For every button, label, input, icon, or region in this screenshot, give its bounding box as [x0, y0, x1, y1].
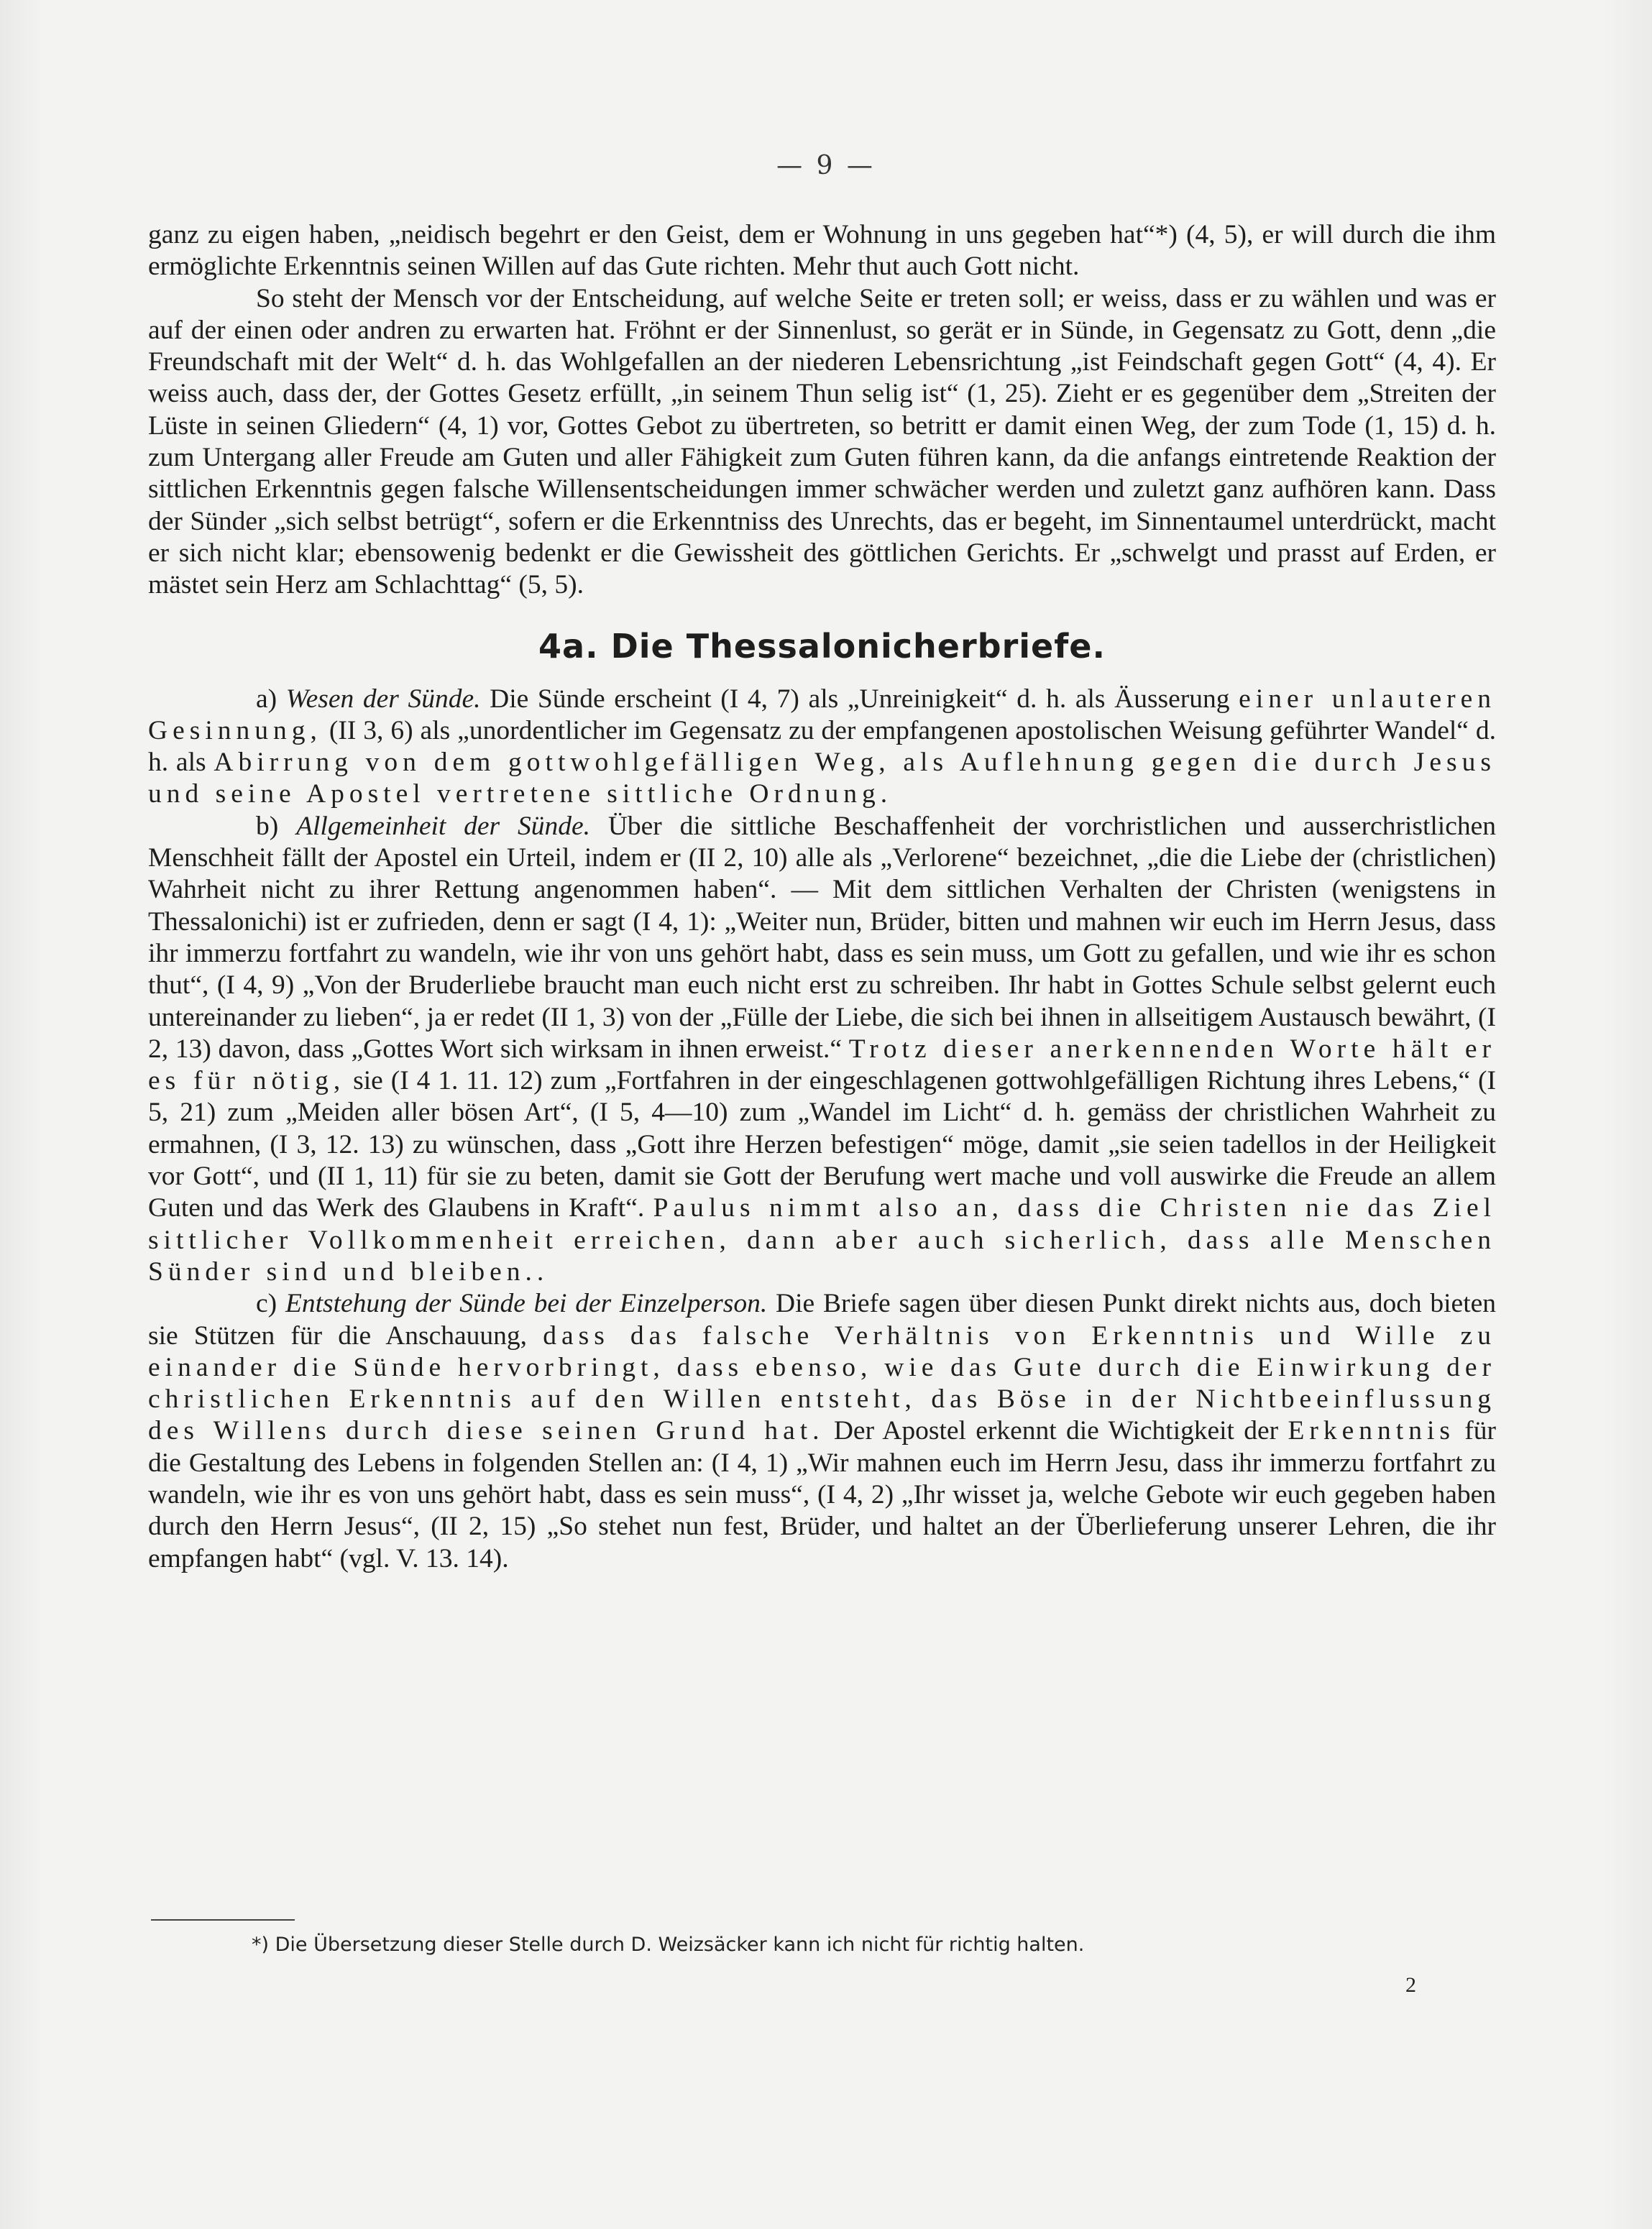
footnote-divider: [151, 1919, 295, 1921]
section-b-text: sie (I 4 1. 11. 12) zum „Fortfahren in der eingeschlagenen gottwohlgefälligen Richtung ihres Lebens,“ (I 5, 21) zum „Meiden aller bösen Art“, (I 5, 4—10) zum „Wandel im Licht“ d. h. gemäss der christlichen Wahrheit zu ermahnen, (I 3, 12. 13) zu wünschen, dass „Gott ihre Herzen befestigen“ möge, damit „sie seien tadellos in der Heiligkeit vor Gott“, und (II 1, 11) für sie zu beten, damit sie Gott der Berufung wert mache und voll auswirke die Freude an allem Guten und das Werk des Glaubens in Kraft“.: [148, 1066, 1496, 1223]
section-a-title: Wesen der Sünde.: [285, 684, 481, 714]
section-a-text: Die Sünde erscheint (I 4, 7) als „Unreinigkeit“ d. h. als Äusserung: [490, 684, 1230, 714]
section-a-spaced: einer unlauteren Gesinnung,: [148, 684, 1497, 745]
paragraph: ganz zu eigen haben, „neidisch begehrt er den Geist, dem er Wohnung in uns gegeben hat“*) (4, 5), er will durch die ihm ermöglichte Erkenntnis seinen Willen auf das Gute richten. Mehr thut auch Gott nicht.: [148, 220, 1496, 282]
section-c-label: c): [256, 1289, 277, 1319]
section-b-label: b): [256, 811, 279, 841]
section-c-spaced: Erkenntnis: [1288, 1416, 1455, 1446]
section-a-label: a): [256, 684, 277, 714]
section-c-text: Die Briefe sagen über diesen Punkt direkt nichts aus, doch bieten sie Stützen für die Anschauung,: [148, 1289, 1497, 1351]
section-b-text: Über die sittliche Beschaffenheit der vorchristlichen und ausserchristlichen Menschheit fällt der Apostel ein Urteil, indem er (II 2, 10) alle als „Verlorene“ bezeichnet, „die die Liebe der (christlichen) Wahrheit nicht zu ihrer Rettung angenommen haben“. — Mit dem sittlichen Verhalten der Christen (wenigstens in Thessalonichi) ist er zufrieden, denn er sagt (I 4, 1): „Weiter nun, Brüder, bitten und mahnen wir euch im Herrn Jesus, dass ihr immerzu fortfahrt zu wandeln, wie ihr von uns gehört habt, dass es sein muss, um Gott zu gefallen, und wie ihr es schon thut“, (I 4, 9) „Von der Bruderliebe braucht man euch nicht erst zu schreiben. Ihr habt in Gottes Schule selbst gelernt euch untereinander zu lieben“, ja er redet (II 1, 3) von der „Fülle der Liebe, die sich bei ihnen in allseitigem Austausch bewährt, (I 2, 13) davon, dass „Gottes Wort sich wirksam in ihnen erweist.“: [148, 811, 1497, 1064]
section-c-text: für die Gestaltung des Lebens in folgenden Stellen an: (I 4, 1) „Wir mahnen euch im Herrn Jesu, dass ihr immerzu fortfahrt zu wandeln, wie ihr es von uns gehört habt, dass es sein muss“, (I 4, 2) „Ihr wisset ja, welche Gebote wir euch gegeben haben durch den Herrn Jesus“, (II 2, 15) „So stehet nun fest, Brüder, und haltet an der Überlieferung unserer Lehren, die ihr empfangen habt“ (vgl. V. 13. 14).: [148, 1416, 1497, 1573]
signature-mark: 2: [1405, 1973, 1416, 1997]
section-c-spaced: dass das falsche Verhältnis von Erkenntnis und Wille zu einander die Sünde hervorbringt, dass ebenso, wie das Gute durch die Einwirkung der christlichen Erkenntnis auf den Willen entsteht, das Böse in der Nichtbeeinflussung des Willens durch diese seinen Grund hat.: [148, 1320, 1497, 1446]
paragraph: So steht der Mensch vor der Entscheidung, auf welche Seite er treten soll; er weiss, dass er zu wählen und was er auf der einen oder andren zu erwarten hat. Fröhnt er der Sinnenlust, so gerät er in Sünde, in Gegensatz zu Gott, denn „die Freundschaft mit der Welt“ d. h. das Wohlgefallen an der niederen Lebensrichtung „ist Feindschaft gegen Gott“ (4, 4). Er weiss auch, dass der, der Gottes Gesetz erfüllt, „in seinem Thun selig ist“ (1, 25). Zieht er es gegenüber dem „Streiten der Lüste in seinen Gliedern“ (4, 1) vor, Gottes Gebot zu übertreten, so betritt er damit einen Weg, der zum Tode (1, 15) d. h. zum Untergang aller Freude am Guten und aller Fähigkeit zum Guten führen kann, da die anfangs eintretende Reaktion der sittlichen Erkenntnis gegen falsche Willensentscheidungen immer schwächer werden und zuletzt ganz aufhören kann. Dass der Sünder „sich selbst betrügt“, sofern er die Erkenntniss des Unrechts, das er begeht, im Sinnentaumel unterdrückt, macht er sich nicht klar; ebensowenig bedenkt er die Gewissheit des göttlichen Gerichts. Er „schwelgt und prasst auf Erden, er mästet sein Herz am Schlachttag“ (5, 5).: [148, 283, 1496, 600]
section-c: [148, 1288, 1496, 1575]
body-text: [148, 219, 1496, 1575]
section-heading: 4a. Die Thessalonicherbriefe.: [538, 626, 1106, 666]
section-b-spaced: Paulus nimmt also an, dass die Christen nie das Ziel sittlicher Vollkommenheit erreichen, dann aber auch sicherlich, dass alle Menschen Sünder sind und bleiben..: [148, 1193, 1497, 1287]
section-c-text: Der Apostel erkennt die Wichtigkeit der: [833, 1416, 1279, 1446]
section-b: [148, 811, 1496, 1288]
section-b-spaced: Trotz dieser anerkennenden Worte hält er es für nötig,: [148, 1034, 1496, 1096]
footnote: *) Die Übersetzung dieser Stelle durch D. Weizsäcker kann ich nicht für richtig halten.: [252, 1934, 1085, 1956]
section-b-title: Allgemeinheit der Sünde.: [296, 811, 590, 841]
section-a-spaced: Abirrung von dem gottwohlgefälligen Weg, als Auflehnung gegen die durch Jesus und seine Apostel vertretene sittliche Ordnung.: [148, 748, 1496, 809]
section-c-title: Entstehung der Sünde bei der Einzelperson.: [285, 1289, 768, 1319]
section-a-text: (II 3, 6) als „unordentlicher im Gegensatz zu der empfangenen apostolischen Weisung geführter Wandel“ d. h. als: [148, 715, 1497, 778]
section-a: [148, 684, 1496, 811]
page-number: — 9 —: [776, 151, 876, 180]
